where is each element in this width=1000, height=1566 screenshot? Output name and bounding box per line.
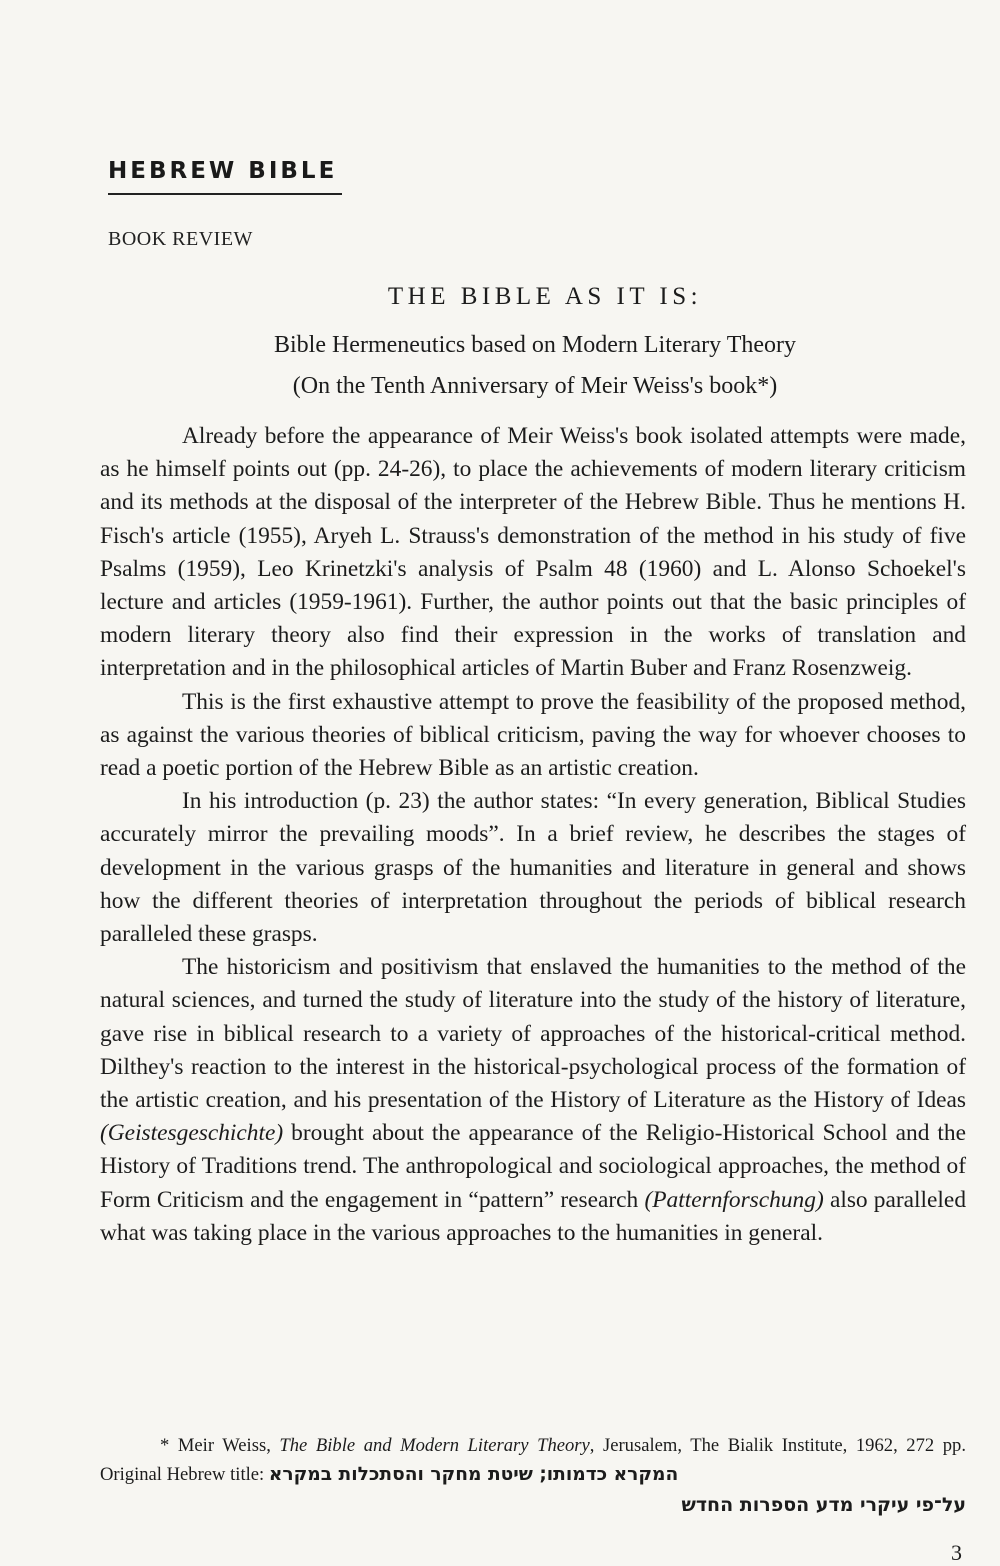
footnote-hebrew-title-line-2: על־פי עיקרי מדע הספרות החדש — [681, 1494, 966, 1516]
paragraph-4-part-3: also paralleled what was taking place in the various approaches to the humanities in general. — [100, 1186, 967, 1246]
footnote-details: , Jerusalem, The Bialik Institute, 1962, 272 pp. Original Hebrew title: — [100, 1435, 966, 1485]
section-label: BOOK REVIEW — [108, 228, 253, 250]
article-body — [100, 420, 966, 1250]
section-heading: HEBREW BIBLE — [108, 158, 338, 184]
paragraph-2: This is the first exhaustive attempt to prove the feasibility of the proposed method, as against the various theories of biblical criticism, paving the way for whoever chooses to read a poetic portion of the Hebrew Bible as an artistic creation. — [100, 688, 966, 782]
paragraph-4-part-1: The historicism and positivism that enslaved the humanities to the method of the natural sciences, and turned the study of literature into the study of the history of literature, gave rise in biblical research to a variety of approaches of the historical-critical method. Dilthey's reaction to the interest in the historical-psychological process of the formation of the artistic creation, and his presentation of the History of Literature as the History of Ideas — [100, 954, 966, 1114]
paragraph-4 — [100, 951, 966, 1250]
article-subtitle: Bible Hermeneutics based on Modern Literary Theory — [273, 332, 797, 358]
footnote — [100, 1431, 966, 1489]
paragraph-1: Already before the appearance of Meir Weiss's book isolated attempts were made, as he himself points out (pp. 24-26), to place the achievements of modern literary criticism and its methods at the disposal of the interpreter of the Hebrew Bible. Thus he mentions H. Fisch's article (1955), Aryeh L. Strauss's demonstration of the method in his study of five Psalms (1959), Leo Krinetzki's analysis of Psalm 48 (1960) and L. Alonso Schoekel's lecture and articles (1959-1961). Further, the author points out that the basic principles of modern literary theory also find their expression in the works of translation and interpretation and in the philosophical articles of Martin Buber and Franz Rosenzweig. — [100, 423, 966, 682]
footnote-book-title: The Bible and Modern Literary Theory — [279, 1435, 590, 1456]
article-dedication: (On the Tenth Anniversary of Meir Weiss's book*) — [292, 373, 778, 399]
article-title: THE BIBLE AS IT IS: — [387, 283, 703, 310]
paragraph-4-part-2: brought about the appearance of the Religio-Historical School and the History of Traditions trend. The anthropological and sociological approaches, the method of Form Criticism and the engagement in “pattern” research — [100, 1120, 966, 1213]
footnote-prefix: * Meir Weiss, — [160, 1435, 280, 1456]
page-number: 3 — [951, 1540, 962, 1565]
heading-underline — [108, 193, 342, 195]
paragraph-4-italic-1: (Geistesgeschichte) — [100, 1120, 284, 1147]
paragraph-3: In his introduction (p. 23) the author states: “In every generation, Biblical Studies accurately mirror the prevailing moods”. In a brief review, he describes the stages of development in the various grasps of the humanities and literature in general and shows how the different theories of interpretation throughout the periods of biblical research paralleled these grasps. — [100, 788, 966, 948]
footnote-hebrew-title-line-1: המקרא כדמותו; שיטת מחקר והסתכלות במקרא — [268, 1464, 679, 1485]
paragraph-4-italic-2: (Patternforschung) — [644, 1186, 824, 1213]
footnote-text — [100, 1431, 966, 1489]
